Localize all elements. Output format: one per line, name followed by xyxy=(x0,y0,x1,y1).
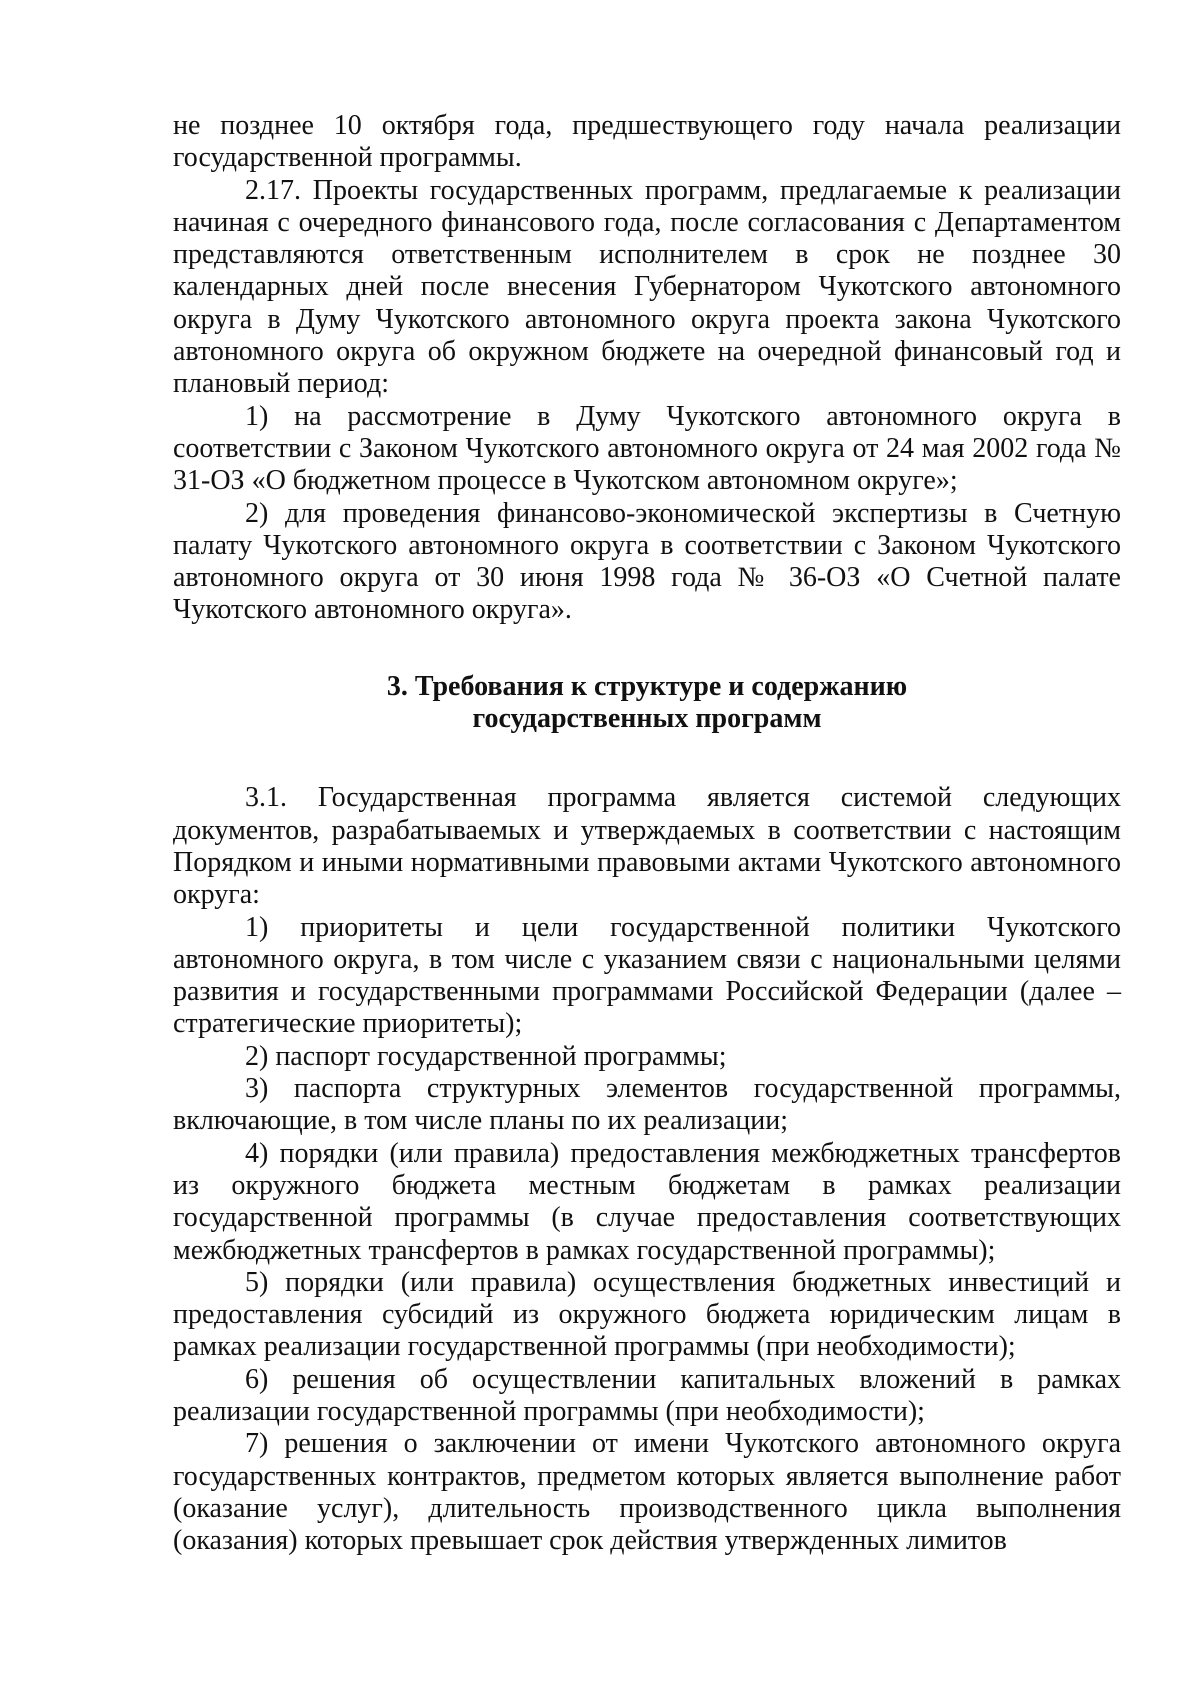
paragraph-2-17-item-1: 1) на рассмотрение в Думу Чукотского автономного округа в соответствии с Законом Чукотского автономного округа от 24 мая 2002 года № 31-ОЗ «О бюджетном процессе в Чукотском автономном округе»; xyxy=(173,400,1121,497)
paragraph-3-1-item-7: 7) решения о заключении от имени Чукотского автономного округа государственных контрактов, предметом которых является выполнение работ (оказание услуг), длительность производственного цикла выполнения (оказания) которых превышает срок действия утвержденных лимитов xyxy=(173,1428,1121,1557)
paragraph-3-1-item-6: 6) решения об осуществлении капитальных вложений в рамках реализации государственной программы (при необходимости); xyxy=(173,1363,1121,1427)
paragraph-3-1-item-2: 2) паспорт государственной программы; xyxy=(245,1040,727,1072)
paragraph-2-17-item-2: 2) для проведения финансово-экономической экспертизы в Счетную палату Чукотского автономного округа в соответствии с Законом Чукотского автономного округа от 30 июня 1998 года № 36-ОЗ «О Счетной палате Чукотского автономного округа». xyxy=(173,497,1121,626)
paragraph-3-1-item-4: 4) порядки (или правила) предоставления межбюджетных трансфертов из окружного бюджета местным бюджетам в рамках реализации государственной программы (в случае предоставления соответствующих межбюджетных трансфертов в рамках государственной программы); xyxy=(173,1137,1121,1266)
paragraph-3-1-item-1: 1) приоритеты и цели государственной политики Чукотского автономного округа, в том числе с указанием связи с национальными целями развития и государственными программами Российской Федерации (далее – стратегические приоритеты); xyxy=(173,911,1121,1040)
paragraph-2-17: 2.17. Проекты государственных программ, предлагаемые к реализации начиная с очередного финансового года, после согласования с Департаментом представляются ответственным исполнителем в срок не позднее 30 календарных дней после внесения Губернатором Чукотского автономного округа в Думу Чукотского автономного округа проекта закона Чукотского автономного округа об окружном бюджете на очередной финансовый год и плановый период: xyxy=(173,174,1121,400)
paragraph-3-1-item-3: 3) паспорта структурных элементов государственной программы, включающие, в том числе планы по их реализации; xyxy=(173,1073,1121,1137)
paragraph-3-1: 3.1. Государственная программа является системой следующих документов, разрабатываемых и утверждаемых в соответствии с настоящим Порядком и иными нормативными правовыми актами Чукотского автономного округа: xyxy=(173,782,1121,911)
section-heading-line-2: государственных программ xyxy=(472,703,822,735)
section-heading xyxy=(173,671,1121,736)
section-heading-line-1: 3. Требования к структуре и содержанию xyxy=(386,670,908,702)
document-page xyxy=(173,110,1121,1557)
paragraph-continuation: не позднее 10 октября года, предшествующего году начала реализации государственной программы. xyxy=(173,110,1121,174)
paragraph-3-1-item-5: 5) порядки (или правила) осуществления бюджетных инвестиций и предоставления субсидий из окружного бюджета юридическим лицам в рамках реализации государственной программы (при необходимости); xyxy=(173,1266,1121,1363)
